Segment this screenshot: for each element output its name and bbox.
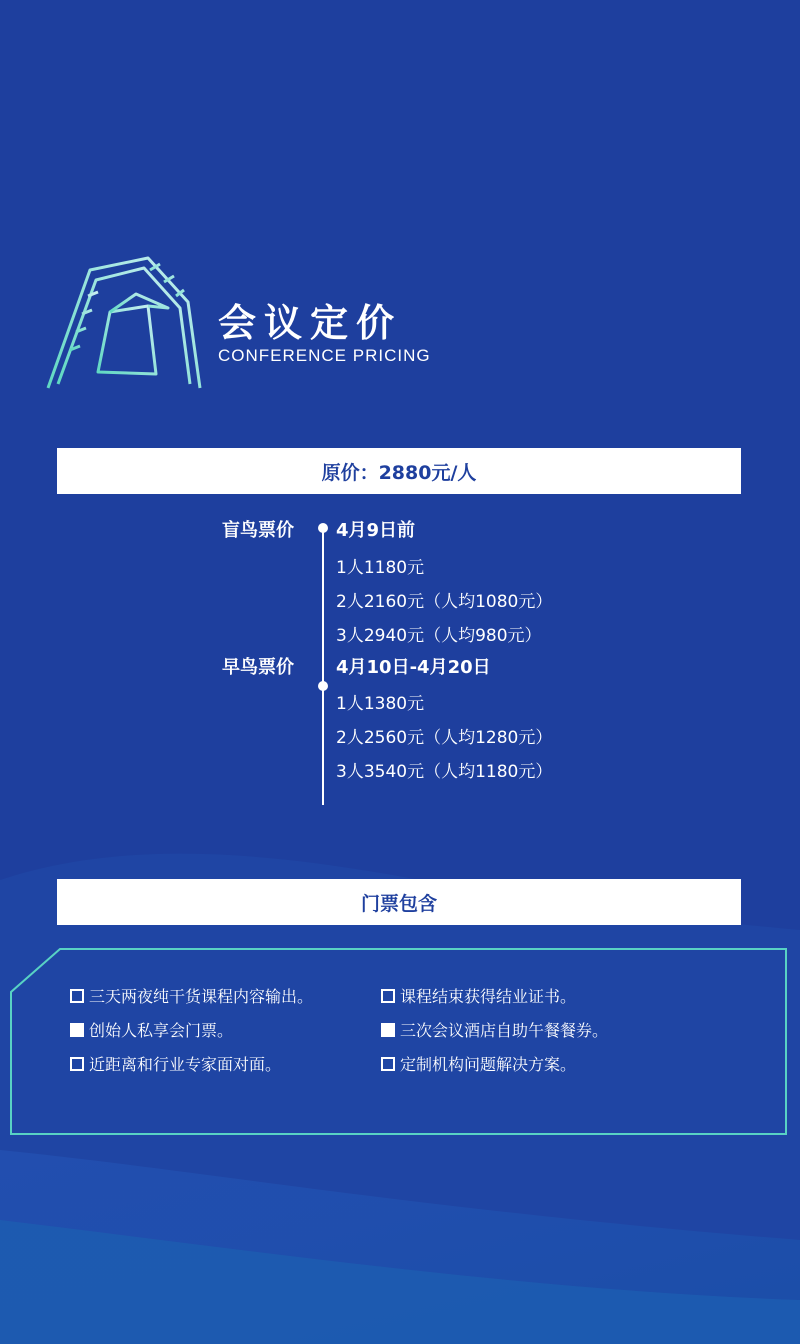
timeline-line (322, 527, 324, 805)
includes-item-text: 三天两夜纯干货课程内容输出。 (89, 987, 314, 1006)
checkbox-filled-icon (381, 1023, 395, 1037)
includes-item-text: 课程结束获得结业证书。 (400, 987, 577, 1006)
tier-price-line: 3人3540元（人均1180元） (336, 762, 553, 782)
checkbox-empty-icon (70, 989, 84, 1003)
includes-item (381, 1052, 576, 1075)
timeline-dot (318, 681, 328, 691)
includes-item (70, 984, 313, 1007)
tier-price-line: 2人2560元（人均1280元） (336, 728, 553, 748)
building-logo-icon (40, 250, 210, 400)
includes-item (381, 1018, 608, 1041)
checkbox-empty-icon (381, 989, 395, 1003)
includes-item (381, 984, 576, 1007)
checkbox-empty-icon (70, 1057, 84, 1071)
section-title: 会议定价 (218, 301, 403, 345)
tier-price-line: 1人1380元 (336, 694, 425, 714)
includes-item (70, 1018, 233, 1041)
includes-banner: 门票包含 (57, 879, 741, 925)
tier-date: 4月10日-4月20日 (336, 657, 491, 678)
tier-date: 4月9日前 (336, 520, 416, 541)
section-subtitle: CONFERENCE PRICING (218, 346, 431, 365)
includes-item-text: 创始人私享会门票。 (89, 1021, 234, 1040)
tier-label: 盲鸟票价 (222, 520, 294, 541)
tier-price-line: 3人2940元（人均980元） (336, 626, 542, 646)
includes-item-text: 近距离和行业专家面对面。 (89, 1055, 282, 1074)
includes-item-text: 定制机构问题解决方案。 (400, 1055, 577, 1074)
timeline-dot (318, 523, 328, 533)
checkbox-filled-icon (70, 1023, 84, 1037)
includes-item (70, 1052, 281, 1075)
checkbox-empty-icon (381, 1057, 395, 1071)
includes-item-text: 三次会议酒店自助午餐餐券。 (400, 1021, 609, 1040)
tier-price-line: 2人2160元（人均1080元） (336, 592, 553, 612)
tier-price-line: 1人1180元 (336, 558, 425, 578)
includes-box-frame (10, 948, 788, 1136)
tier-label: 早鸟票价 (222, 657, 294, 678)
original-price-banner: 原价：2880元/人 (57, 448, 741, 494)
